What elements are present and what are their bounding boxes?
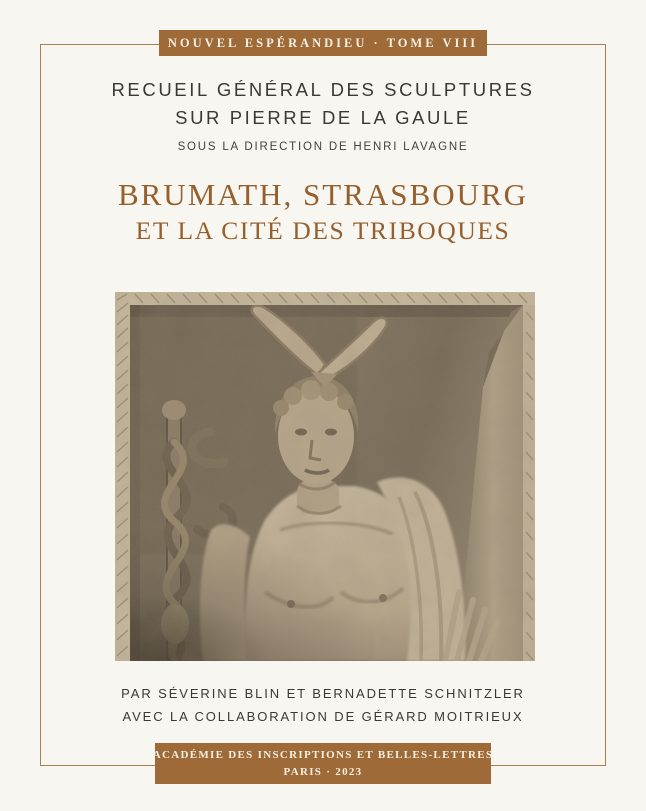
authors-block	[0, 682, 646, 728]
authors-line2: AVEC LA COLLABORATION DE GÉRARD MOITRIEUX	[122, 709, 524, 724]
series-title-block	[0, 76, 646, 153]
series-banner-label: NOUVEL ESPÉRANDIEU · TOME VIII	[167, 35, 479, 50]
series-banner	[159, 30, 487, 56]
mercury-relief-illustration	[115, 292, 535, 661]
main-title-block	[0, 176, 646, 248]
publisher-name: ACADÉMIE DES INSCRIPTIONS ET BELLES-LETTRES	[152, 748, 494, 761]
main-title-line2: ET LA CITÉ DES TRIBOQUES	[135, 216, 511, 245]
series-title-line2: SUR PIERRE DE LA GAULE	[175, 107, 471, 128]
series-director-line: SOUS LA DIRECTION DE HENRI LAVAGNE	[177, 141, 469, 153]
publisher-banner	[152, 743, 494, 784]
series-title-line1: RECUEIL GÉNÉRAL DES SCULPTURES	[111, 79, 535, 100]
publisher-city-year: PARIS · 2023	[283, 765, 363, 778]
authors-line1: PAR SÉVERINE BLIN ET BERNADETTE SCHNITZLER	[121, 686, 525, 701]
main-title-line1: BRUMATH, STRASBOURG	[117, 177, 529, 212]
cover-photo-mercury-relief	[115, 292, 535, 661]
